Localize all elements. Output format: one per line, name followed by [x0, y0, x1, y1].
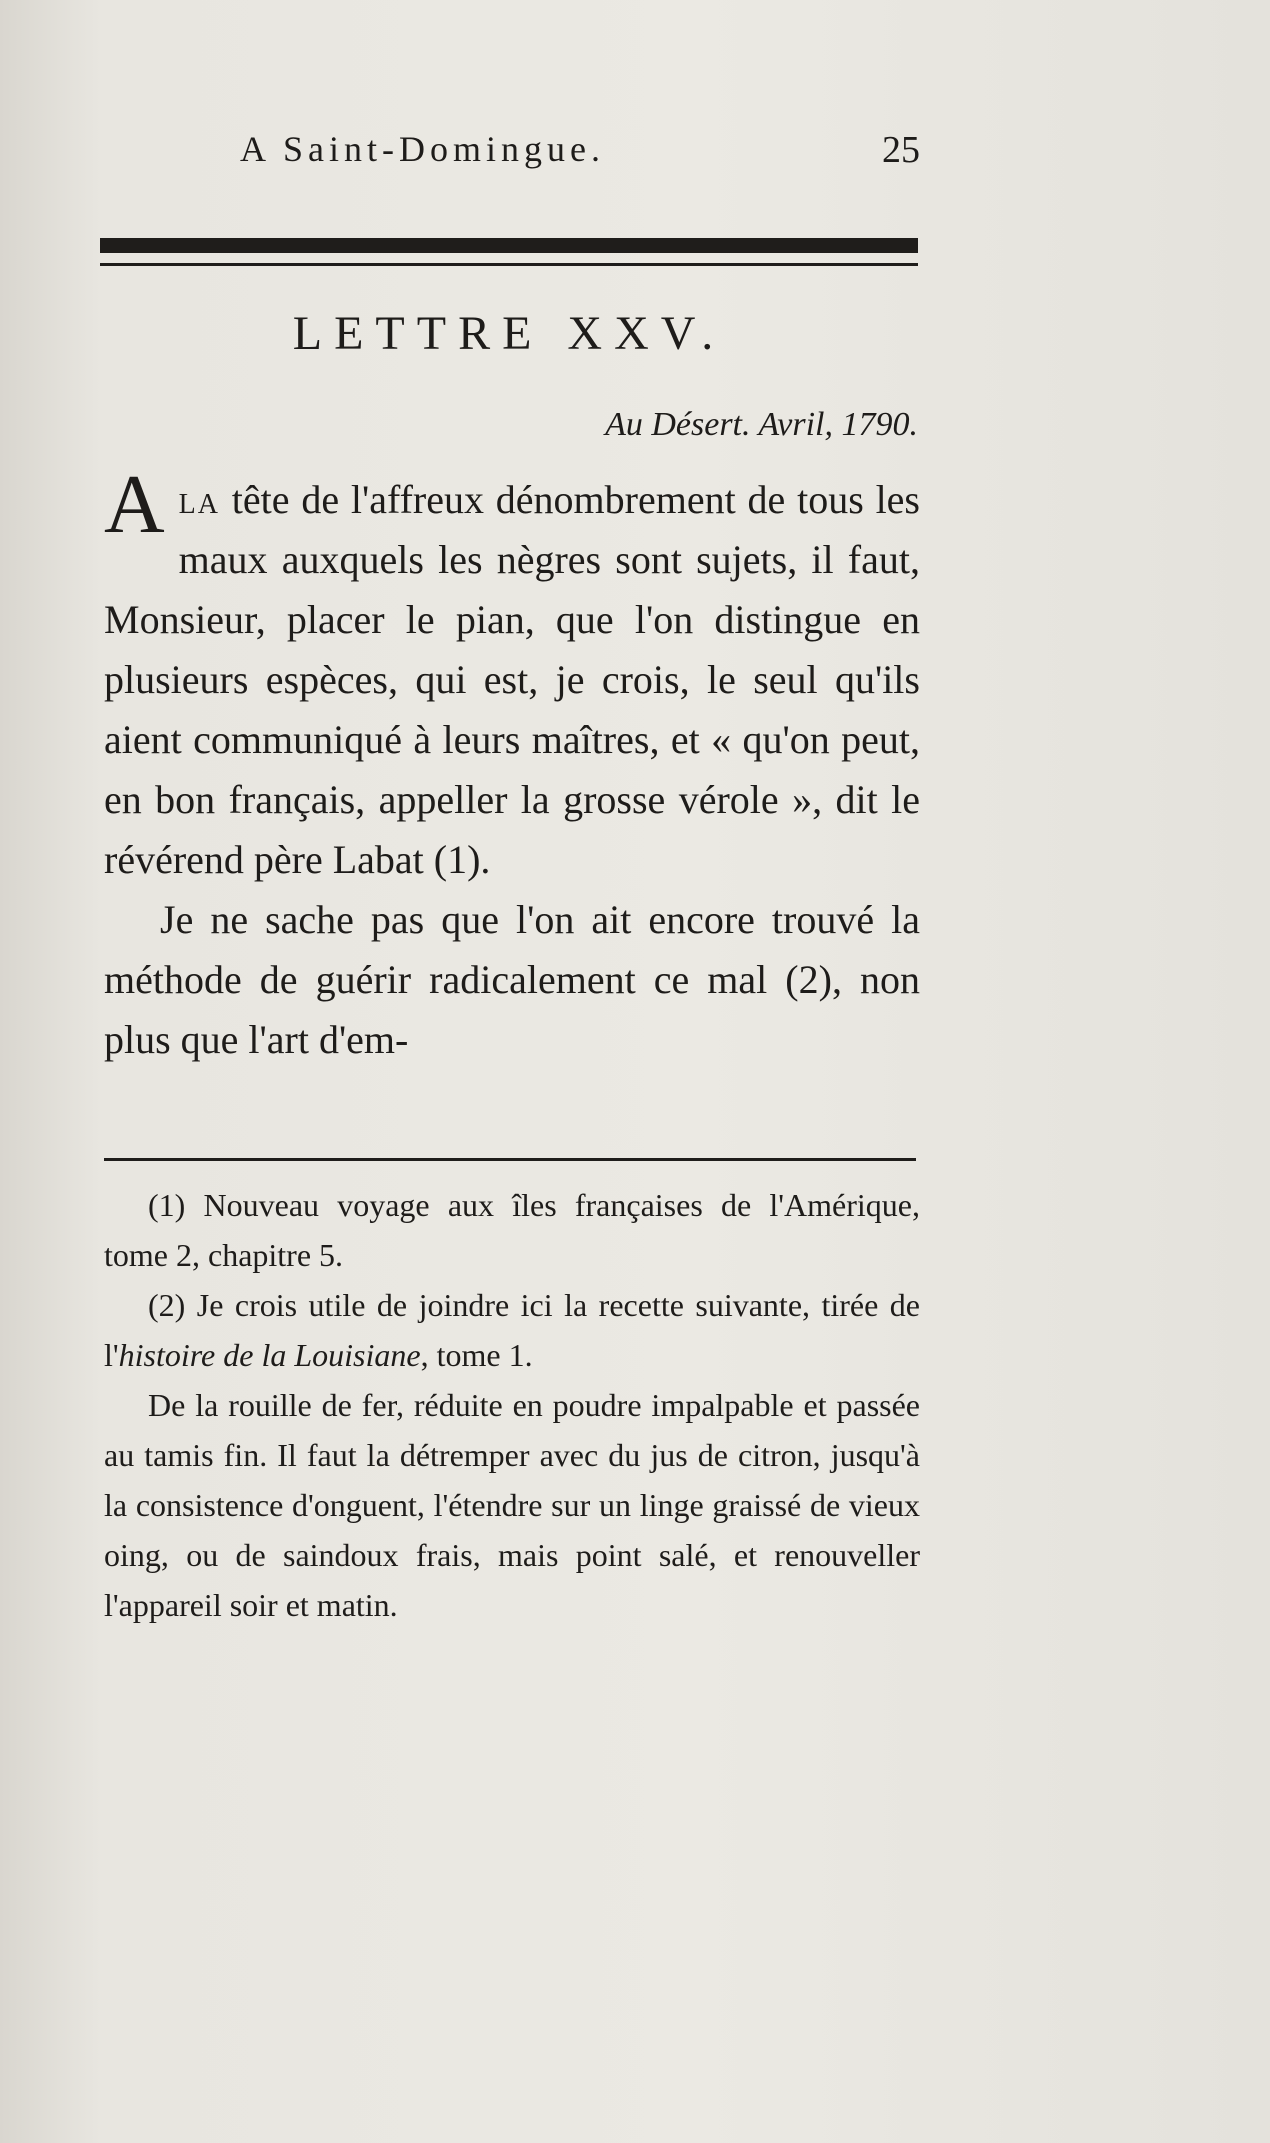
footnote-2-book-title: histoire de la Louisiane — [118, 1337, 421, 1373]
footnote-2-recipe: De la rouille de fer, réduite en poudre impalpable et passée au tamis fin. Il faut la détremper avec du jus de citron, jusqu'à la consistence d'onguent, l'étendre sur un linge graissé de vieux oing, ou de saindoux frais, mais point salé, et renouveller l'appareil soir et matin. — [104, 1387, 920, 1623]
body-text — [104, 458, 920, 1070]
letter-dateline: Au Désert. Avril, 1790. — [605, 406, 918, 443]
lead-word: la — [178, 477, 220, 522]
drop-cap: A — [104, 458, 165, 551]
header-rule-thick — [100, 238, 918, 253]
footnote-2 — [104, 1280, 920, 1380]
footnote-2-tail: , tome 1. — [420, 1337, 533, 1373]
paragraph-1-text: tête de l'affreux dénombrement de tous les maux auxquels les nègres sont sujets, il faut, Monsieur, placer le pian, que l'on distingue en plusieurs espèces, qui est, je crois, le seul qu'ils aient communiqué à leurs maîtres, et « qu'on peut, en bon français, appeller la grosse vérole », dit le révérend père Labat (1). — [104, 477, 920, 882]
page-number: 25 — [882, 129, 920, 171]
footnote-2-text: (2) Je crois utile de joindre ici la recette suivante, tirée de l' — [104, 1287, 920, 1373]
footnote-rule — [104, 1158, 916, 1161]
running-head-title: A Saint-Domingue. — [240, 129, 605, 169]
footnotes — [104, 1180, 920, 1630]
header-rule-thin — [100, 263, 918, 266]
letter-title: LETTRE XXV. — [292, 307, 726, 360]
running-head — [100, 128, 920, 188]
paragraph-1 — [104, 458, 920, 890]
paragraph-2: Je ne sache pas que l'on ait encore trouvé la méthode de guérir radicalement ce mal (2), non plus que l'art d'em- — [104, 897, 920, 1062]
footnote-1: (1) Nouveau voyage aux îles françaises de l'Amérique, tome 2, chapitre 5. — [104, 1187, 920, 1273]
